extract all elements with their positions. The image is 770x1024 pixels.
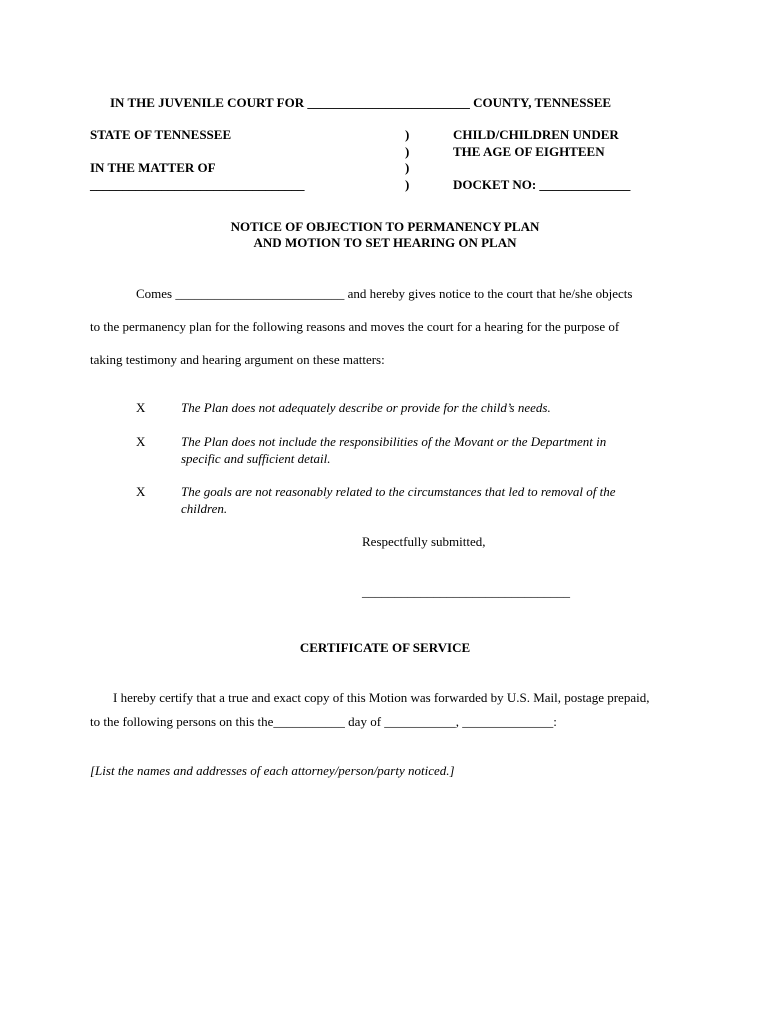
reason-text: The Plan does not adequately describe or provide for the child’s needs.	[181, 400, 551, 415]
body-paragraph-line: taking testimony and hearing argument on these matters:	[90, 352, 385, 367]
reason-text: children.	[181, 501, 228, 516]
document-title-line1: NOTICE OF OBJECTION TO PERMANENCY PLAN	[230, 219, 540, 234]
certificate-text-line: I hereby certify that a true and exact copy of this Motion was forwarded by U.S. Mail, postage prepaid,	[113, 690, 650, 705]
body-paragraph-line: to the permanency plan for the following reasons and moves the court for a hearing for the purpose of	[90, 319, 620, 334]
signature-line: ________________________________	[362, 584, 570, 599]
document-title-line2: AND MOTION TO SET HEARING ON PLAN	[253, 235, 517, 250]
caption-paren: )	[405, 143, 410, 159]
caption-matter-blank: _________________________________	[90, 177, 305, 192]
reason-mark: X	[136, 434, 146, 449]
closing-text: Respectfully submitted,	[362, 534, 486, 549]
service-list-note: [List the names and addresses of each attorney/person/party noticed.]	[90, 763, 455, 778]
reason-text: The goals are not reasonably related to the circumstances that led to removal of the	[181, 484, 616, 499]
reason-text: The Plan does not include the responsibilities of the Movant or the Department in	[181, 434, 607, 449]
certificate-text-line: to the following persons on this the___________ day of ___________, ______________:	[90, 714, 557, 729]
caption-right-line1: CHILD/CHILDREN UNDER	[453, 127, 619, 142]
caption-state: STATE OF TENNESSEE	[90, 127, 232, 142]
reason-mark: X	[136, 400, 146, 415]
caption-right-line2: THE AGE OF EIGHTEEN	[453, 144, 605, 159]
body-paragraph-line: Comes __________________________ and hereby gives notice to the court that he/she objects	[136, 286, 633, 301]
caption-paren: )	[405, 176, 410, 192]
reason-mark: X	[136, 484, 146, 499]
court-heading: IN THE JUVENILE COURT FOR _________________________ COUNTY, TENNESSEE	[110, 95, 612, 110]
docket-number: DOCKET NO: ______________	[453, 177, 631, 192]
caption-matter: IN THE MATTER OF	[90, 160, 216, 175]
reason-text: specific and sufficient detail.	[181, 451, 331, 466]
caption-paren: )	[405, 160, 410, 175]
caption-paren: )	[405, 127, 410, 142]
certificate-heading: CERTIFICATE OF SERVICE	[299, 640, 471, 655]
